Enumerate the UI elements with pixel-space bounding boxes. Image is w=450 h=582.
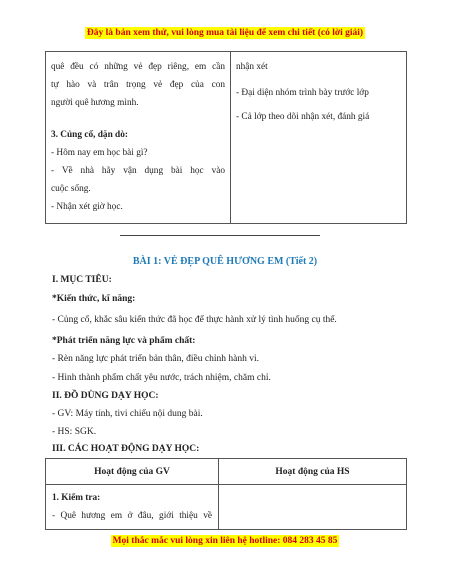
- section-heading-activities: III. CÁC HOẠT ĐỘNG DẠY HỌC:: [52, 444, 200, 454]
- materials-line: - HS: SGK.: [52, 427, 97, 437]
- text-line: tự hào và trân trọng vẻ đẹp của con: [51, 80, 225, 90]
- lesson-title: BÀI 1: VẺ ĐẸP QUÊ HƯƠNG EM (Tiết 2): [132, 256, 318, 267]
- materials-line: - GV: Máy tính, tivi chiếu nội dung bài.: [52, 409, 203, 419]
- teacher-activity-cell: [46, 52, 231, 224]
- section-heading-objectives: I. MỤC TIÊU:: [52, 275, 112, 285]
- preview-notice-banner: [0, 28, 450, 38]
- text-line: - Cả lớp theo dõi nhận xét, đánh giá: [236, 112, 370, 122]
- preview-notice-text: Đây là bản xem thử, vui lòng mua tài liệu để xem chi tiết (có lời giải): [86, 28, 364, 38]
- competence-line: - Rèn năng lực phát triển bản thân, điều chỉnh hành vi.: [52, 354, 259, 364]
- section-heading: 3. Củng cố, dặn dò:: [51, 130, 128, 140]
- text-line: - Hôm nay em học bài gì?: [51, 148, 148, 158]
- text-line: - Quê hương em ở đâu, giới thiệu về: [52, 511, 212, 521]
- knowledge-heading: *Kiến thức, kĩ năng:: [52, 294, 136, 304]
- section-heading-materials: II. ĐỒ DÙNG DẠY HỌC:: [52, 391, 159, 401]
- text-line: cuộc sống.: [51, 184, 91, 194]
- section-heading: 1. Kiểm tra:: [52, 493, 101, 503]
- student-activity-cell: [219, 485, 407, 530]
- competence-heading: *Phát triển năng lực và phẩm chất:: [52, 336, 196, 346]
- competence-line: - Hình thành phẩm chất yêu nước, trách nhiệm, chăm chỉ.: [52, 373, 271, 383]
- text-line: - Đại diện nhóm trình bày trước lớp: [236, 88, 369, 98]
- text-line: người quê hương mình.: [51, 98, 139, 108]
- text-line: nhận xét: [236, 62, 268, 72]
- teacher-activity-cell: [46, 485, 219, 530]
- hotline-text: Mọi thắc mắc vui lòng xin liên hệ hotline: 084 283 45 85: [112, 536, 338, 546]
- student-activity-cell: [231, 52, 407, 224]
- knowledge-text: - Củng cố, khắc sâu kiến thức đã học để thực hành xử lý tình huống cụ thể.: [52, 315, 337, 325]
- header-teacher-activity: Hoạt động của GV: [46, 459, 219, 485]
- header-student-activity: Hoạt động của HS: [219, 459, 407, 485]
- text-line: - Về nhà hãy vận dụng bài học vào: [51, 166, 225, 176]
- section-divider: [120, 235, 320, 236]
- activity-table: [45, 458, 407, 530]
- text-line: - Nhận xét giờ học.: [51, 202, 123, 212]
- hotline-banner: [0, 536, 450, 546]
- text-line: quê đều có những vẻ đẹp riêng, em cần: [51, 62, 225, 72]
- activity-table-continued: [45, 51, 407, 224]
